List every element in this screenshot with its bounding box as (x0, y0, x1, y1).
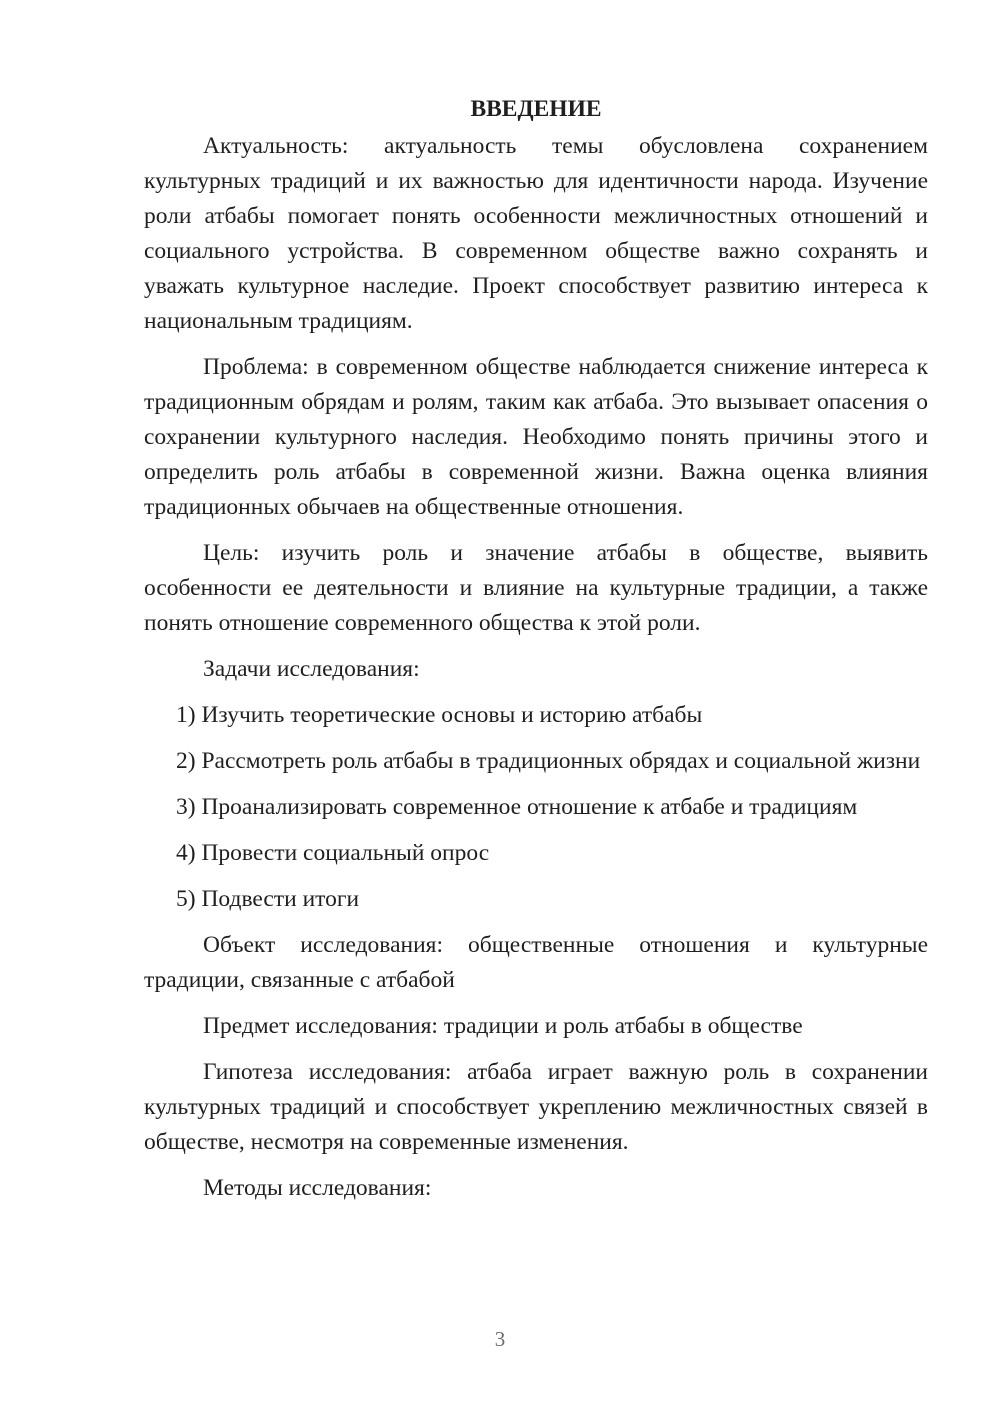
paragraph-subject: Предмет исследования: традиции и роль атбабы в обществе (203, 1013, 803, 1039)
paragraph-actuality: Актуальность: актуальность темы обусловлена сохранением культурных традиций и их важностью для идентичности народа. Изучение роли атбабы помогает понять особенности межличностных отношений и социального устройства. В современном обществе важно сохранять и уважать культурное наследие. Проект способствует развитию интереса к национальным традициям. (144, 133, 928, 334)
list-item: 1) Изучить теоретические основы и историю атбабы (176, 702, 703, 728)
tasks-heading: Задачи исследования: (203, 656, 420, 682)
section-title: ВВЕДЕНИЕ (470, 96, 602, 122)
document-page (144, 92, 928, 1217)
list-item: 4) Провести социальный опрос (176, 840, 490, 866)
paragraph-goal: Цель: изучить роль и значение атбабы в обществе, выявить особенности ее деятельности и влияние на культурные традиции, а также понять отношение современного общества к этой роли. (144, 540, 928, 636)
list-item: 5) Подвести итоги (176, 886, 360, 912)
methods-heading: Методы исследования: (203, 1175, 432, 1201)
paragraph-object: Объект исследования: общественные отношения и культурные традиции, связанные с атбабой (144, 932, 928, 993)
list-item: 2) Рассмотреть роль атбабы в традиционных обрядах и социальной жизни (176, 748, 921, 774)
paragraph-problem: Проблема: в современном обществе наблюдается снижение интереса к традиционным обрядам и ролям, таким как атбаба. Это вызывает опасения о сохранении культурного наследия. Необходимо понять причины этого и определить роль атбабы в современной жизни. Важна оценка влияния традиционных обычаев на общественные отношения. (144, 354, 928, 520)
paragraph-hypothesis: Гипотеза исследования: атбаба играет важную роль в сохранении культурных традиций и способствует укреплению межличностных связей в обществе, несмотря на современные изменения. (144, 1059, 928, 1155)
list-item: 3) Проанализировать современное отношение к атбабе и традициям (176, 794, 858, 820)
tasks-list (144, 698, 928, 917)
page-number: 3 (494, 1327, 506, 1351)
